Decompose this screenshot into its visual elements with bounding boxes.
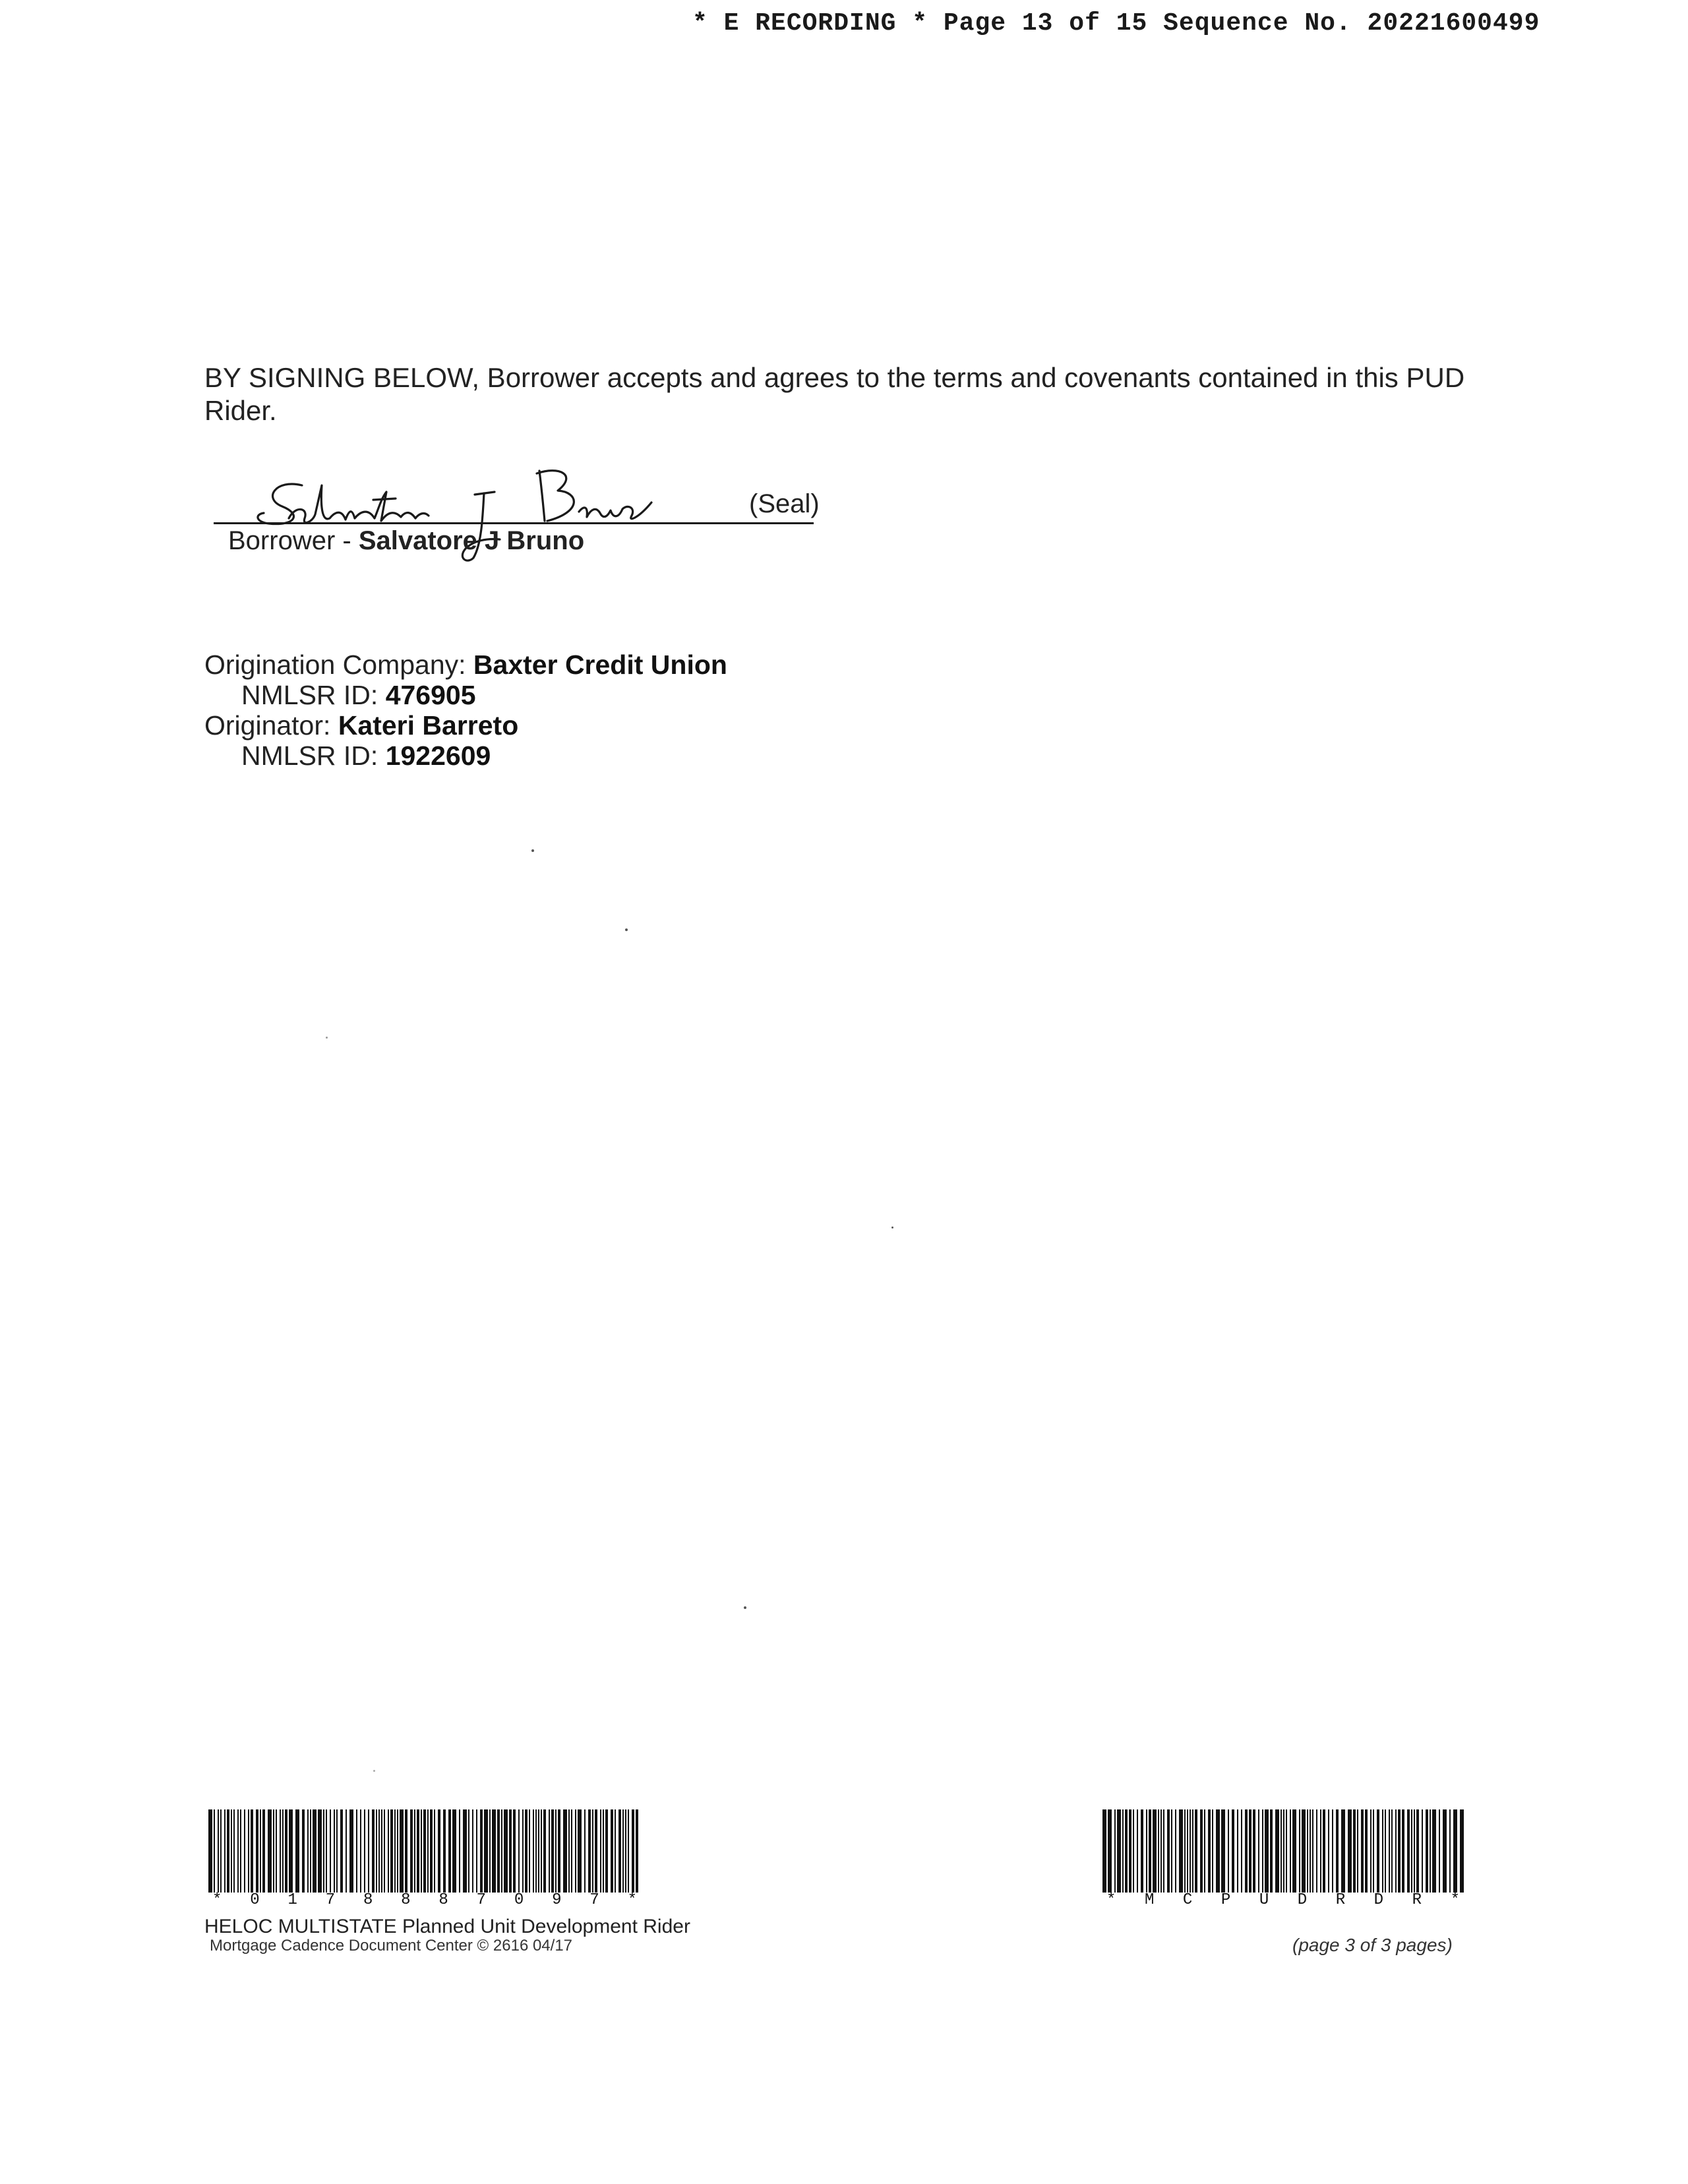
form-code-barcode xyxy=(1100,1809,1466,1909)
barcode-char: C xyxy=(1182,1891,1193,1909)
barcode-char: * xyxy=(1450,1891,1460,1909)
form-title: HELOC MULTISTATE Planned Unit Development Rider xyxy=(204,1916,690,1937)
barcode-char: 1 xyxy=(287,1891,297,1909)
seal-label: (Seal) xyxy=(749,489,820,518)
originator-label: Originator: xyxy=(204,710,338,741)
barcode-char: 0 xyxy=(514,1891,524,1909)
barcode-char: 8 xyxy=(438,1891,448,1909)
origination-info xyxy=(204,650,727,771)
signature-line xyxy=(214,522,814,524)
barcode-char: D xyxy=(1297,1891,1308,1909)
barcode-char: U xyxy=(1259,1891,1269,1909)
barcode-char: P xyxy=(1221,1891,1231,1909)
loan-number-barcode xyxy=(206,1809,644,1909)
origination-company-row xyxy=(204,650,727,680)
barcode-char: 8 xyxy=(401,1891,411,1909)
barcode-char: 7 xyxy=(589,1891,599,1909)
scan-speck xyxy=(326,1037,328,1039)
barcode-bars xyxy=(206,1809,644,1893)
barcode-char: 7 xyxy=(325,1891,336,1909)
company-nmlsr-id: 476905 xyxy=(385,680,476,710)
barcode-char: R xyxy=(1412,1891,1422,1909)
barcode-char: M xyxy=(1144,1891,1155,1909)
barcode-char: 0 xyxy=(250,1891,260,1909)
barcode-char: D xyxy=(1373,1891,1384,1909)
scan-speck xyxy=(744,1606,746,1609)
barcode-digits xyxy=(1100,1891,1466,1909)
company-nmlsr-row xyxy=(204,680,727,710)
company-nmlsr-label: NMLSR ID: xyxy=(241,680,386,710)
scan-speck xyxy=(625,928,628,931)
signature-block xyxy=(210,466,829,564)
barcode-char: * xyxy=(1106,1891,1116,1909)
recording-stamp: * E RECORDING * Page 13 of 15 Sequence No. 20221600499 xyxy=(692,9,1540,38)
barcode-char: 7 xyxy=(476,1891,487,1909)
originator-nmlsr-row xyxy=(204,741,727,771)
scan-speck xyxy=(531,849,534,852)
barcode-char: R xyxy=(1335,1891,1346,1909)
borrower-caption xyxy=(228,526,584,556)
page-indicator: (page 3 of 3 pages) xyxy=(1292,1935,1453,1955)
borrower-caption-prefix: Borrower - xyxy=(228,526,359,555)
originator-name: Kateri Barreto xyxy=(338,710,519,741)
form-source: Mortgage Cadence Document Center © 2616 04/17 xyxy=(210,1937,573,1955)
origination-company-name: Baxter Credit Union xyxy=(473,650,727,680)
originator-row xyxy=(204,710,727,741)
scan-speck xyxy=(373,1770,375,1772)
barcode-char: 9 xyxy=(552,1891,562,1909)
scan-speck xyxy=(891,1227,893,1228)
acceptance-paragraph: BY SIGNING BELOW, Borrower accepts and agrees to the terms and covenants contained in this PUD Rider. xyxy=(204,362,1465,426)
origination-company-label: Origination Company: xyxy=(204,650,473,680)
borrower-name: Salvatore J Bruno xyxy=(358,526,585,555)
originator-nmlsr-label: NMLSR ID: xyxy=(241,741,386,771)
barcode-char: * xyxy=(212,1891,222,1909)
originator-nmlsr-id: 1922609 xyxy=(385,741,491,771)
barcode-digits xyxy=(206,1891,644,1909)
barcode-char: 8 xyxy=(363,1891,373,1909)
barcode-bars xyxy=(1100,1809,1466,1893)
barcode-char: * xyxy=(627,1891,637,1909)
